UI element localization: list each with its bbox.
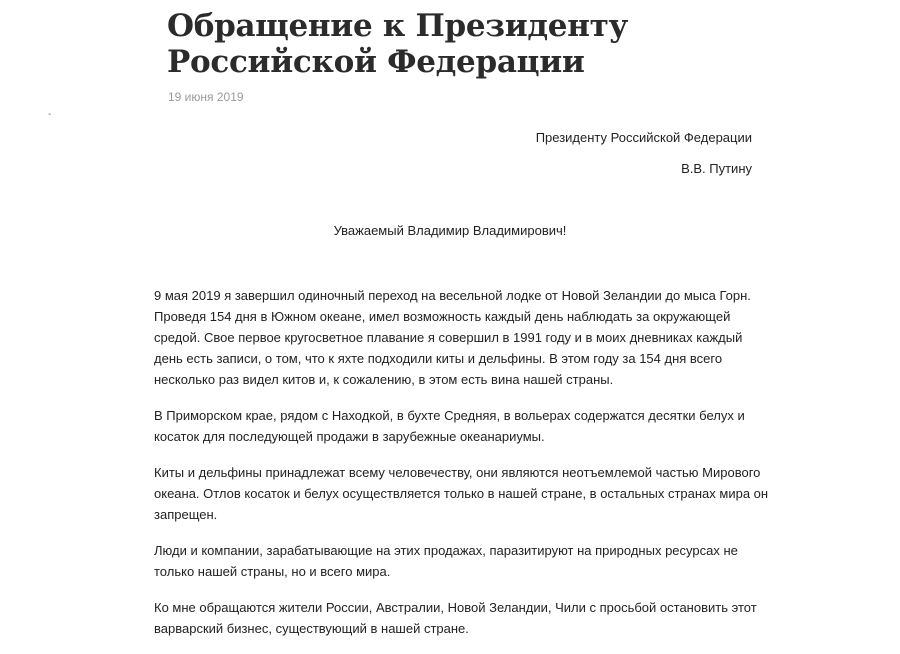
body-paragraph: Ко мне обращаются жители России, Австралии, Новой Зеландии, Чили с просьбой остановить этот варварский бизнес, существующий в нашей стране. (154, 600, 757, 636)
body-paragraph: Люди и компании, зарабатывающие на этих продажах, паразитируют на природных ресурсах не только нашей страны, но и всего мира. (154, 543, 738, 579)
letter-salutation: Уважаемый Владимир Владимирович! (333, 223, 567, 238)
stray-mark: - (48, 109, 52, 120)
body-paragraph: 9 мая 2019 я завершил одиночный переход на весельной лодке от Новой Зеландии до мыса Горн. Проведя 154 дня в Южном океане, имел возможность каждый день наблюдать за окружающей средой. Свое первое кругосветное плавание я совершил в 1991 году и в моих дневниках каждый день есть записи, о том, что к яхте подходили киты и дельфины. В этом году за 154 дня всего несколько раз видел китов и, к сожалению, в этом есть вина нашей страны. (154, 288, 751, 387)
publish-date: 19 июня 2019 (168, 90, 244, 104)
article-title: Обращение к Президенту Российской Федерации (167, 8, 629, 80)
body-paragraph: В Приморском крае, рядом с Находкой, в бухте Средняя, в вольерах содержатся десятки белух и косаток для последующей продажи в зарубежные океанариумы. (154, 408, 745, 444)
letter-body (154, 285, 774, 654)
recipient-line: В.В. Путину (681, 161, 752, 176)
letter-recipient (536, 130, 752, 177)
recipient-line: Президенту Российской Федерации (535, 130, 752, 145)
body-paragraph: Киты и дельфины принадлежат всему человечеству, они являются неотъемлемой частью Мирового океана. Отлов косаток и белух осуществляется только в нашей стране, в остальных странах мира он запрещен. (154, 465, 769, 522)
